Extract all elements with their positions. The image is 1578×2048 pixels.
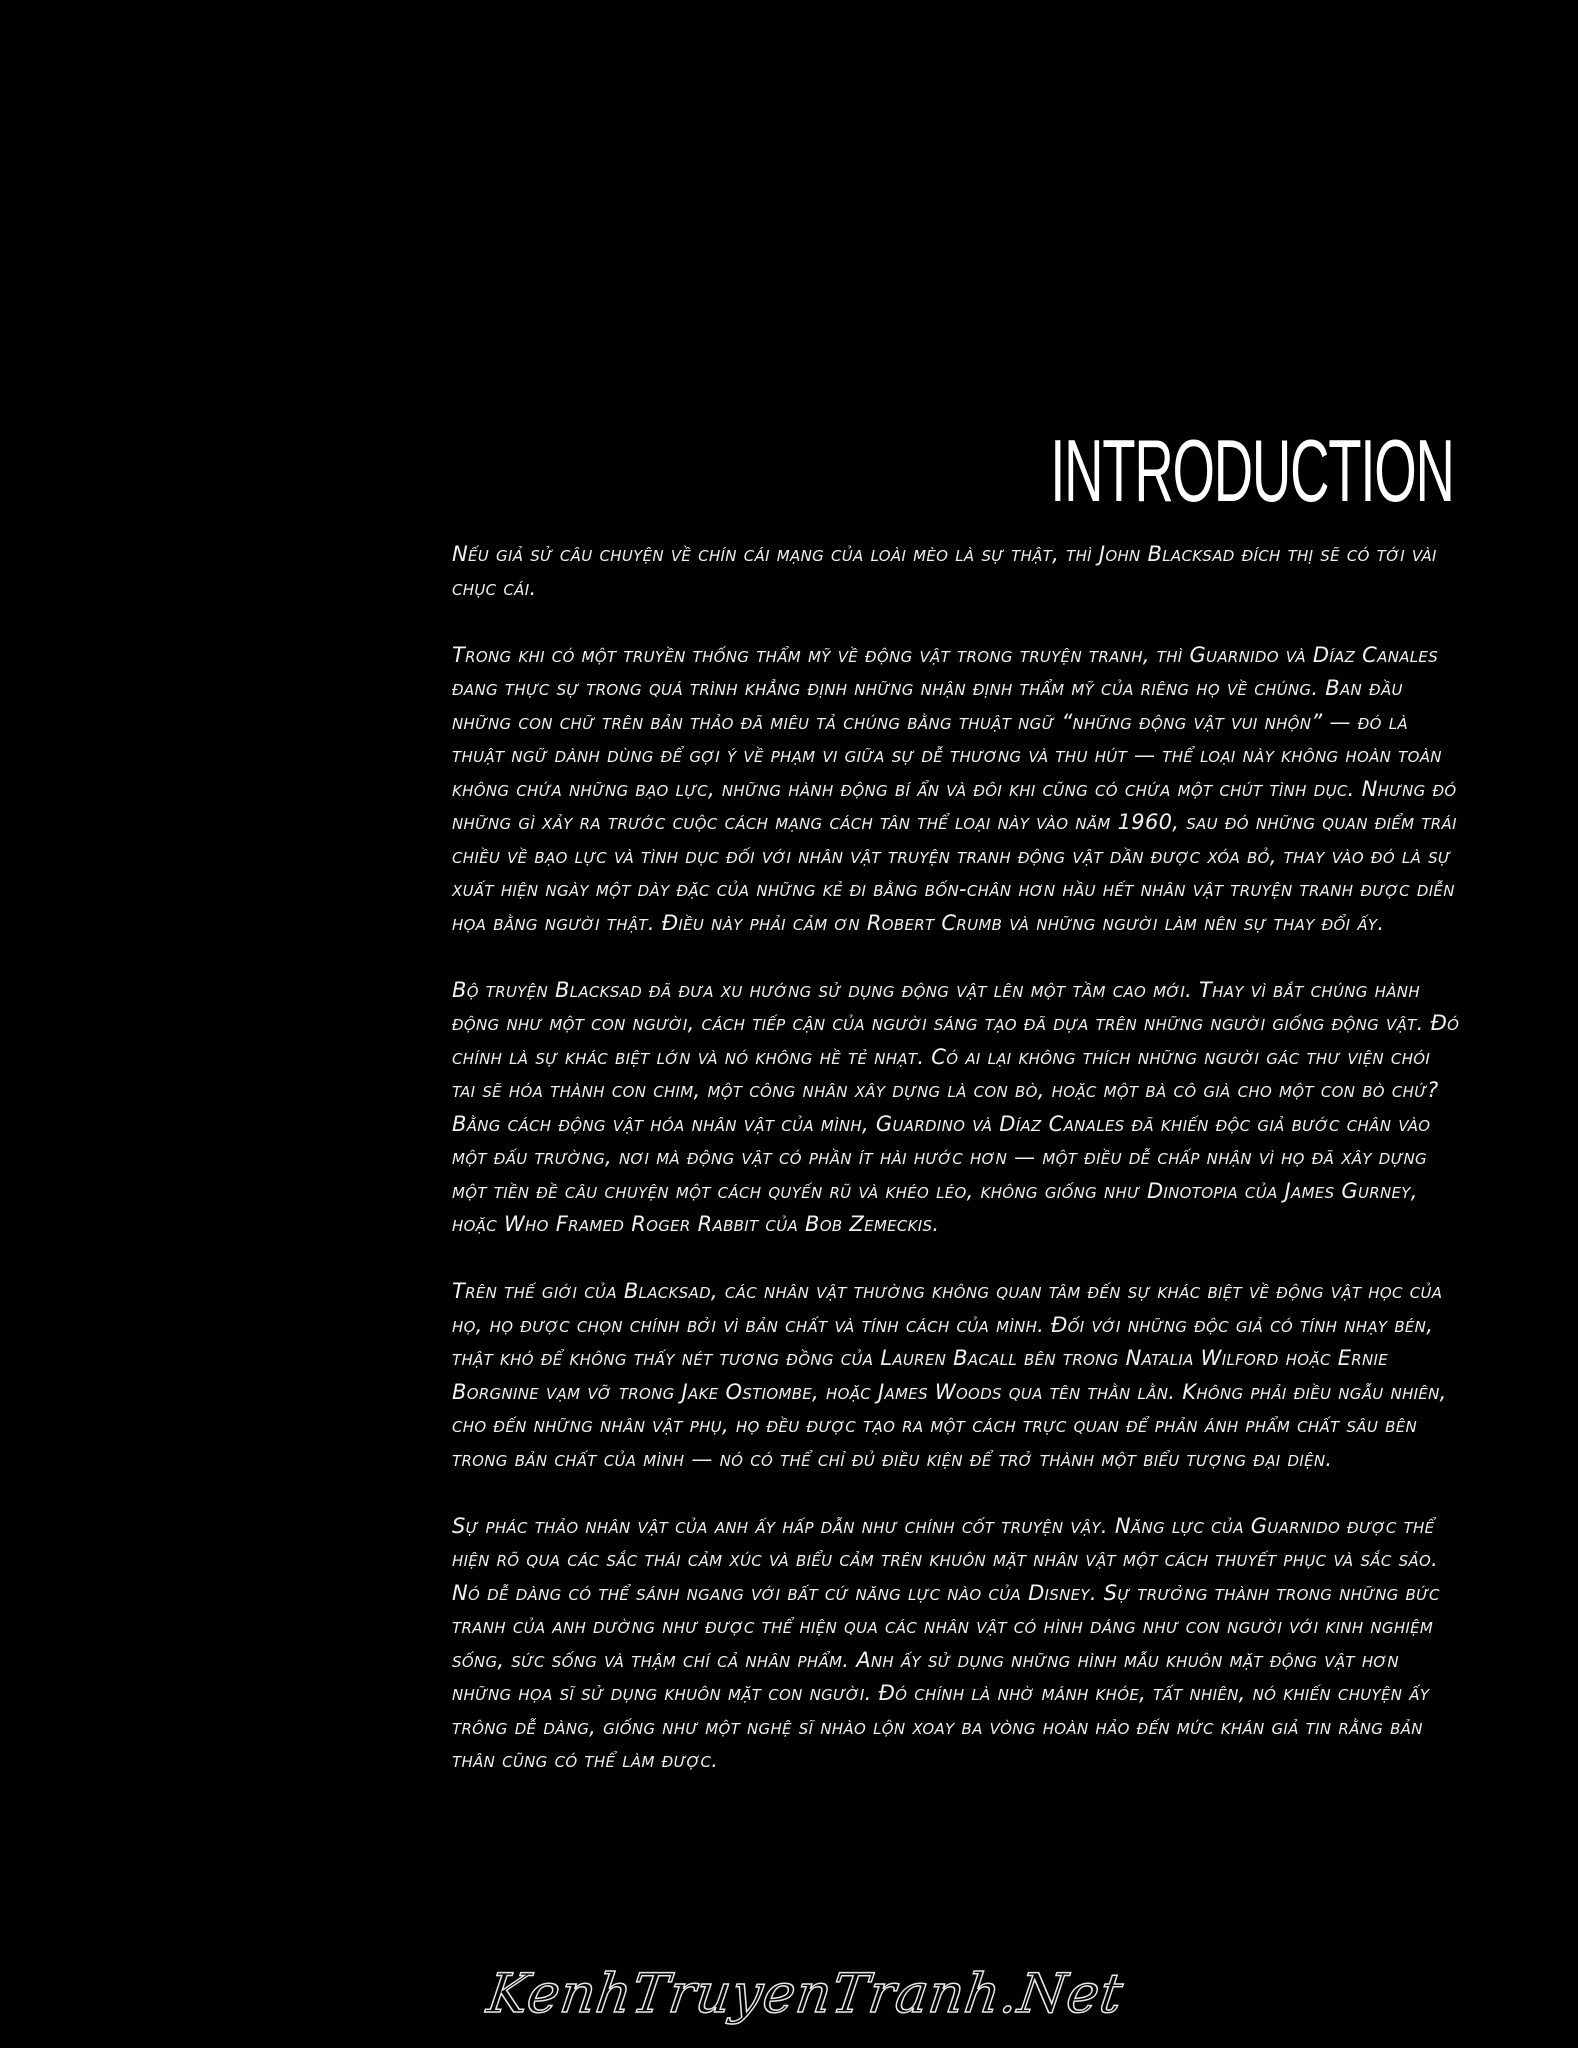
body-text [452,538,1460,1811]
page-title: INTRODUCTION [1050,420,1454,520]
paragraph: Nếu giả sử câu chuyện về chín cái mạng của loài mèo là sự thật, thì John Blacksad đích thị sẽ có tới vài chục cái. [452,542,1437,600]
watermark-text: KenhTruyenTranh.Net [483,1962,1128,2025]
paragraph: Trên thế giới của Blacksad, các nhân vật thường không quan tâm đến sự khác biệt về động vật học của họ, họ được chọn chính bởi vì bản chất và tính cách của mình. Đối với những độc giả có tính nhạy bén, thật khó để không thấy nét tương đồng của Lauren Bacall bên trong Natalia Wilford hoặc Ernie Borgnine vạm vỡ trong Jake Ostiombe, hoặc James Woods qua tên thằn lằn. Không phải điều ngẫu nhiên, cho đến những nhân vật phụ, họ đều được tạo ra một cách trực quan để phản ánh phẩm chất sâu bên trong bản chất của mình — nó có thể chỉ đủ điều kiện để trở thành một biểu tượng đại diện. [452,1279,1447,1471]
paragraph: Trong khi có một truyền thống thẩm mỹ về động vật trong truyện tranh, thì Guarnido và Díaz Canales đang thực sự trong quá trình khẳng định những nhận định thẩm mỹ của riêng họ về chúng. Ban đầu những con chữ trên bản thảo đã miêu tả chúng bằng thuật ngữ “những động vật vui nhộn” — đó là thuật ngữ dành dùng để gợi ý về phạm vi giữa sự dễ thương và thu hút — thể loại này không hoàn toàn không chứa những bạo lực, những hành động bí ẩn và đôi khi cũng có chứa một chút tình dục. Nhưng đó những gì xảy ra trước cuộc cách mạng cách tân thể loại này vào năm 1960, sau đó những quan điểm trái chiều về bạo lực và tình dục đối với nhân vật truyện tranh động vật dần được xóa bỏ, thay vào đó là sự xuất hiện ngày một dày đặc của những kẻ đi bằng bốn-chân hơn hầu hết nhân vật truyện tranh được diễn họa bằng người thật. Điều này phải cảm ơn Robert Crumb và những người làm nên sự thay đổi ấy. [452,642,1457,935]
paragraph: Sự phác thảo nhân vật của anh ấy hấp dẫn như chính cốt truyện vậy. Năng lực của Guarnido được thể hiện rõ qua các sắc thái cảm xúc và biểu cảm trên khuôn mặt nhân vật một cách thuyết phục và sắc sảo. Nó dễ dàng có thể sánh ngang với bất cứ năng lực nào của Disney. Sự trưởng thành trong những bức tranh của anh dường như được thể hiện qua các nhân vật có hình dáng như con người với kinh nghiệm sống, sức sống và thậm chí cả nhân phẩm. Anh ấy sử dụng những hình mẫu khuôn mặt động vật hơn những họa sĩ sử dụng khuôn mặt con người. Đó chính là nhờ mánh khóe, tất nhiên, nó khiến chuyện ấy trông dễ dàng, giống như một nghệ sĩ nhào lộn xoay ba vòng hoàn hảo đến mức khán giả tin rằng bản thân cũng có thể làm được. [452,1513,1440,1772]
paragraph: Bộ truyện Blacksad đã đưa xu hướng sử dụng động vật lên một tầm cao mới. Thay vì bắt chúng hành động như một con người, cách tiếp cận của người sáng tạo đã dựa trên những người giống động vật. Đó chính là sự khác biệt lớn và nó không hề tẻ nhạt. Có ai lại không thích những người gác thư viện chói tai sẽ hóa thành con chim, một công nhân xây dựng là con bò, hoặc một bà cô già cho một con bò chứ? Bằng cách động vật hóa nhân vật của mình, Guardino và Díaz Canales đã khiến độc giả bước chân vào một đấu trường, nơi mà động vật có phần ít hài hước hơn — một điều dễ chấp nhận vì họ đã xây dựng một tiền đề câu chuyện một cách quyến rũ và khéo léo, không giống như Dinotopia của James Gurney, hoặc Who Framed Roger Rabbit của Bob Zemeckis. [452,977,1460,1236]
